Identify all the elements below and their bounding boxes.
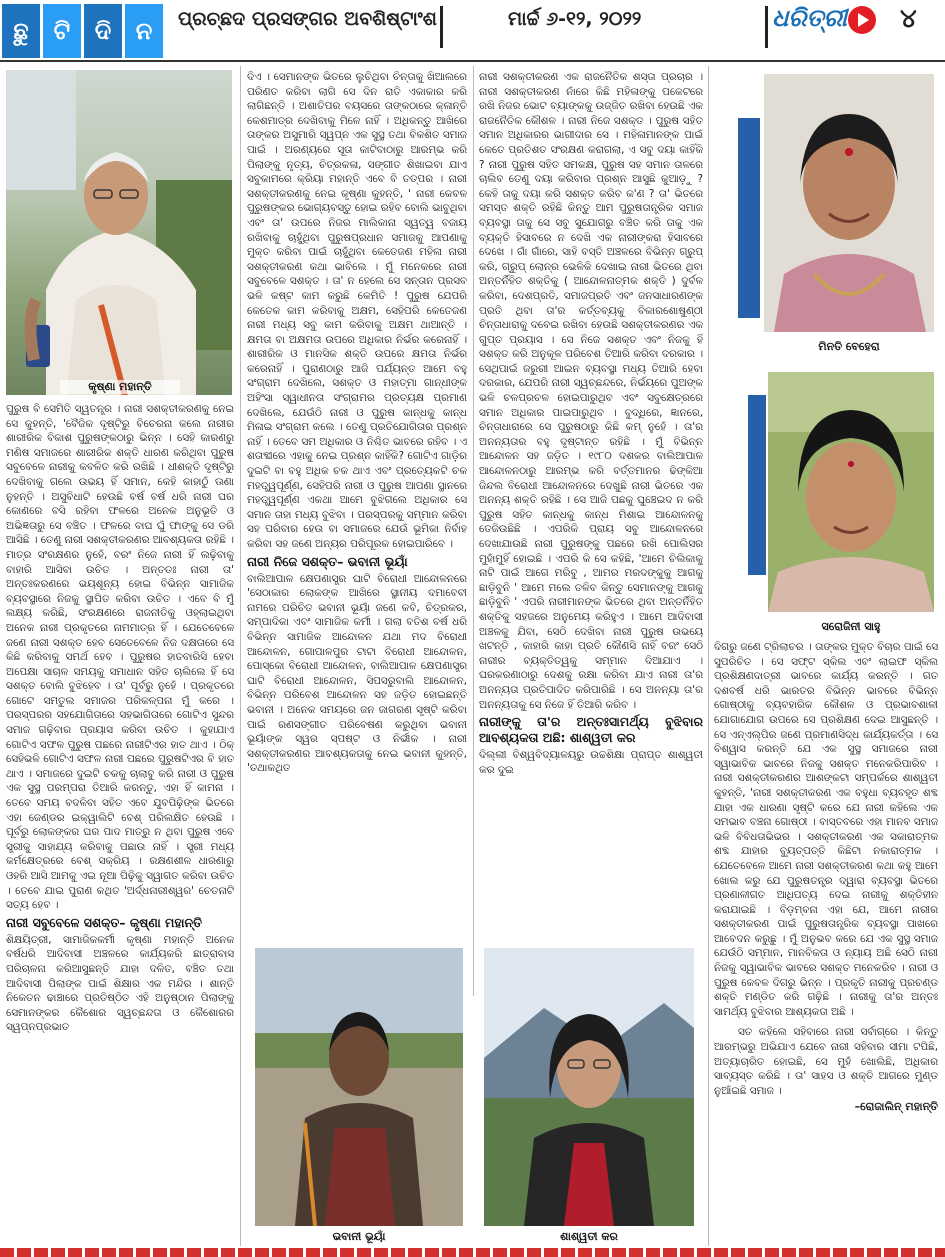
accent-bar (748, 395, 766, 575)
body-text: ଶିକ୍ଷୟିତ୍ରୀ, ସାମାଜିକକର୍ମୀ କୃଷ୍ଣା ମହାନ୍ତି ଅନେକ ବର୍ଷଧରି ଆଦିବାସୀ ଅଞ୍ଚଳରେ କାର୍ଯ୍ୟକରି ଛାତ୍ରାବାସ ପରିଚାଳନା କରିଆସୁଛନ୍ତି ଯାହା ଦଳିତ, ବଞ୍ଚିତ ତଥା ଆଦିବାସୀ ପିଲାଙ୍କ ପାଇଁ ଶିକ୍ଷାର ଏକ ମନ୍ଦିର । ଶାନ୍ତି ନିକେତନ ଢାଞ୍ଚାରେ ପ୍ରତିଷ୍ଠିତ ଏହି ଅନୁଷ୍ଠାନ ପିଲାଙ୍କୁ ସେମାନଙ୍କର କୈଶୋର ସ୍ୱଚ୍ଛନ୍ଦତା ଓ କୈଶୋରର ସ୍ୱପ୍ନପ୍ରଭାତ (6, 933, 234, 1034)
page-number: ୪ (900, 4, 917, 34)
caption-krushna: କୃଷ୍ଣା ମହାନ୍ତି (60, 380, 180, 394)
subheading-krushna: ନାରୀ ସବୁବେଳେ ସଶକ୍ତ– କୃଷ୍ଣା ମହାନ୍ତି (6, 914, 203, 930)
caption-bhabani: ଭବାନୀ ଭୂୟାଁ (332, 1230, 386, 1243)
tile-2: ଟି (43, 4, 81, 58)
play-icon (848, 6, 876, 34)
photo-krushna-mohanty (6, 70, 232, 395)
column-rule (473, 66, 474, 996)
accent-bar (738, 118, 760, 318)
column-3 (479, 70, 703, 935)
column-rule (708, 66, 709, 1246)
portrait-illustration (484, 948, 694, 1226)
photo-minati-behera (764, 74, 934, 332)
body-text: ଦିଗରୁ ଜଣେ ଟ୍ରିଲାଚର । ତାଙ୍କର ମୁକ୍ତ ବିଚାର ପାଇଁ ସେ ସୁପରିଚିତ । ସେ ସଫ୍ଟ ସ୍କିଲ ଏବଂ ଲାଇଫ ସ୍କିଲ ପ୍ରଶିକ୍ଷଣଦାତ୍ରୀ ଭାବରେ କାର୍ଯ୍ୟ କରନ୍ତି । ଗତ ଦଶବର୍ଷ ଧରି ଭାରତର ବିଭିନ୍ନ ଭାବରେ ବିଭିନ୍ନ ଗୋଷ୍ଠୀକୁ ବ୍ୟବହାରିକ କୌଶଳ ଓ ପ୍ରଭାବଶାଳୀ ଯୋଗାଯୋଗ ଉପରେ ସେ ପ୍ରଶିକ୍ଷଣ ଦେଇ ଆସୁଛନ୍ତି । ସେ ଏନ୍‌ଏଲ୍‌ପିର ଜଣେ ପ୍ରମାଣସିଦ୍ଧ କାର୍ଯ୍ୟକର୍ତ୍ତା । ସେ ବିଶ୍ୱାସ କରନ୍ତି ଯେ ଏକ ସୁସ୍ଥ ସମାଜରେ ନାରୀ ସ୍ୱାଭାବିକ ଭାବରେ ନିଜକୁ ସଶକ୍ତ ମନେକରିପାରିବ । ନାରୀ ସଶକ୍ତୀକରଣର ଆଶଙ୍କଟା ସମ୍ପର୍କରେ ଶାଶ୍ୱତୀ କୁହନ୍ତି, 'ନାରୀ ସଶକ୍ତୀକରଣ ଏକ ବହୁଧା ବ୍ୟବହୃତ ଶବ୍ଦ ଯାହା ଏକ ଧାରଣା ସୃଷ୍ଟି କରେ ଯେ ନାରୀ କହିଲେ ଏକ ସମଭାବ ବଞ୍ଚନା ଗୋଷ୍ଠୀ । ବାସ୍ତବରେ ଏହା ମାନବ ସମାଜ ଭଳି ବିବିଧତାଭିଭର । ସଶକ୍ତୀକରଣ ଏକ ସକାରାତ୍ମକ ଶବ୍ଦ ଯାହାର ବ୍ୟୁତ୍ପତ୍ତି କିଛିଟା ନକାରାତ୍ମକ । ଯେତେବେଳେ ଆମେ ନାରୀ ସଶକ୍ତୀକରଣ କଥା କହୁ ଆମେ ଖୋଲ କରୁ ଯେ ପୁରୁଷତନ୍ତ୍ର ଦ୍ୱାରା ବ୍ୟବସ୍ଥା ଭିତରେ ପ୍ରଣାଳୀଗତ ଆଧିପତ୍ୟ ଦେଇ ନାରୀକୁ ଶକ୍ତିହୀନ କରାଯାଇଛି । ବିଡ଼ମ୍ବନା ଏହା ଯେ, ଆମେ ନାରୀର ସଶକ୍ତୀକରଣ ପାଇଁ ପୁରୁଷତାନ୍ତ୍ରିକ ବ୍ୟବସ୍ଥା ପାଖରେ ଆବେଦନ କରୁଛୁ । ମୁଁ ଅନୁଭବ କରେ ଯେ ଏକ ସୁସ୍ଥ ସମାଜ ଯେଉଁଠି ସମ୍ମାନ, ମାନବିକତା ଓ ନ୍ୟାୟ ଅଛି ସେଠି ନାରୀ ନିଜକୁ ସ୍ୱାଭାବିକ ଭାବରେ ସଶକ୍ତ ମନେକରିବ । ନାରୀ ଓ ପୁରୁଷ କେବଳ ଦିଗରୁ ଭିନ୍ନ । ପ୍ରକୃତି ନାରୀକୁ ପ୍ରଚଣ୍ଡ ଶକ୍ତି ମଣ୍ଡିତ କରି ଗଢ଼ିଛି । ନାରୀକୁ ତା'ର ଅନ୍ତଃ ସାମର୍ଥ୍ୟ ବୁଝିବାର ଆଶ୍ୟକତା ଅଛି । (714, 641, 938, 1018)
photo-sarojini-sahu (768, 372, 934, 612)
body-text: ସତ କହିଲେ ସହିବାରେ ନାରୀ ସର୍ବାଗ୍ରେ । କିନ୍ତୁ ଆରମ୍ଭରୁ ଅଭିଯାଏ ଯେବେ ନାରୀ ସହିବାର ସୀମା ଟପିଛି, ଅତ୍ୟାଚାରିତ ହୋଇଛି, ସେ ମୁହଁ ଖୋଲିଛି, ଅଧିକାର ସାବ୍ୟସ୍ତ କରିଛି । ତା' ସାହସ ଓ ଶକ୍ତି ଆଗରେ ମୁଣ୍ଡ ନୁଆଁଇଛି ସମାଜ । (714, 1026, 938, 1097)
photo-saswati-kar (484, 948, 694, 1226)
section-title: ପ୍ରଚ୍ଛଦ ପ୍ରସଙ୍ଗର ଅବଶିଷ୍ଟାଂଶ (178, 8, 437, 30)
masthead-divider (765, 6, 768, 48)
photo-bhabani-bhuyan (255, 948, 463, 1226)
brand-logo: ଧରିତ୍ରୀ (772, 4, 847, 32)
body-text: ଦିଏ । ସେମାନଙ୍କ ଭିତରେ ଲୁଚିଥିବା ଚିନ୍ତାକୁ ଖିଆଲରେ ପରିଣତ କରିବା ଲାଗି ସେ ଦିନ ରାତି ଏକାକାର କରି ଲାଗିଛନ୍ତି । ଅଶାତିପର ବୟସରେ ତାଙ୍କଠାରେ କ୍ଳାନ୍ତି କେଶମାତ୍ର ଦେଖିବାକୁ ମିଳେ ନାହିଁ । ଅଧିକନ୍ତୁ ଆଖିରେ ତାଙ୍କର ଅସୁମାରି ସ୍ୱପ୍ନ ଏକ ସୁସ୍ଥ ତଥା ବିକଶିତ ସମାଜ ପାଇଁ । ଅରଣ୍ୟରେ ସୂତା କାଟିବାଠାରୁ ଆରମ୍ଭ କରି ପିଲାଙ୍କୁ ନୃତ୍ୟ, ଚିତ୍ରକଳା, ସଙ୍ଗୀତ ଶିଖାଇବା ଯାଏ ସବୁକାମରେ କ୍ରିୟା ମହାନ୍ତି ଏବେ ବି ତତ୍ପର । ନାରୀ ସଶକ୍ତୀକରଣକୁ ନେଇ କୃଷ୍ଣା କୁହନ୍ତି, ' ନାରୀ କେବଳ ପୁରୁଷଙ୍କର ଭୋଗ୍ୟବସ୍ତୁ ହୋଇ ରହିବ ବୋଲି ଭାବୁଥିବା ଏବଂ ତା' ଉପରେ ନିଜର ମାଲିକାନା ସ୍ୱତ୍ୱ ବଜାୟ ରଖିବାକୁ ଚାହୁଁଥିବା ପୁରୁଷପ୍ରଧାନ ସମାଜକୁ ଆପଣାକୁ ମୁକ୍ତ କରିବା ପାଇଁ ଚାହୁଁଥିବା କେତେଜଣ ମହିଳା ନାରୀ ସଶକ୍ତୀକରଣ କଥା ଭାବିଲେ । ମୁଁ ମନେକରେ ନାରୀ ସବୁବେଳେ ସଶକ୍ତ । ତା' ନ ହେଲେ ସେ ସନ୍ତାନ ପ୍ରସବ ଭଳି କଷ୍ଟ କାମ କରୁଛି କେମିତି ! ପୁରୁଷ ଯେପରି କେତେକ କାମ କରିବାକୁ ଅକ୍ଷମ, ସେହିପରି କେତେଜଣ ନାରୀ ମଧ୍ୟ ସବୁ କାମ କରିବାକୁ ଅକ୍ଷମ ଥାଆନ୍ତି । କ୍ଷମତା ବା ଅକ୍ଷମତା ଉପରେ ଅଧିକାର ନିର୍ଭର କରେନାହିଁ । ଶାରୀରିକ ଓ ମାନସିକ ଶକ୍ତି ଉପରେ କ୍ଷମତା ନିର୍ଭର କରେନାହିଁ । ପୁରାଣଠାରୁ ଆଜି ପର୍ଯ୍ୟନ୍ତ ଆମେ ବହୁ ସଂଗ୍ରାମ ଦେଖିଲେ, ସଶକ୍ତ ଓ ମହାତ୍ମା ଗାନ୍ଧୀଙ୍କ ଅହିଂସା ସ୍ୱାଧୀନତା ସଂଗ୍ରାମର ପ୍ରତ୍ୟକ୍ଷ ପ୍ରମାଣ ଦେଖିଲେ, ଯେଉଁଠି ନାରୀ ଓ ପୁରୁଷ କାନ୍ଧକୁ କାନ୍ଧ ମିଳାଇ ସଂଗ୍ରାମ କଲେ । ତେଣୁ ପ୍ରତିଯୋଗିତାର ପ୍ରଶ୍ନ ନାହିଁ । ତେବେ ସମ ଅଧିକାର ଓ ନିଶ୍ଚିତ ଭାବରେ ରହିବ । ଏ ଶତାବ୍ଦୀରେ ଏହାକୁ ନେଇ ପ୍ରଶ୍ନ କାହିଁକି? ଗୋଟିଏ ଗାଡ଼ିର ଦୁଇଟି ବା ବହୁ ଅଧିକ ଚକ ଥାଏ ଏବଂ ପ୍ରତ୍ୟେକଟି ଚକ ମହତ୍ତ୍ୱପୂର୍ଣ୍ଣ, ସେହିପରି ନାରୀ ଓ ପୁରୁଷ ଆପଣା ସ୍ଥାନରେ ମହତ୍ତ୍ୱପୂର୍ଣ୍ଣ ଏକଥା ଆମେ ବୁଝିଗଲେ ଅଧିକାର ସେ ସମାନ ତାହା ମଧ୍ୟ ବୁଝିବା । ପରସ୍ପରକୁ ସମ୍ମାନ କରିବା ସହ ପରିବାର ହେଉ ବା ସମାଜରେ ଯେଉଁ ଭୂମିକା ନିର୍ବାହ କରିବା ସହ ଜଣେ ଅନ୍ୟର ପରିପୂରକ ହୋଇପାରିବେ । (247, 71, 467, 550)
portrait-illustration (768, 372, 934, 612)
subheading-saswati: ନାରୀଙ୍କୁ ତା'ର ଅନ୍ତଃସାମର୍ଥ୍ୟ ବୁଝିବାର ଆବଶ୍ୟକତା ଅଛି: ଶାଶ୍ୱତୀ କର (479, 714, 703, 746)
footer-strip (0, 1248, 945, 1257)
tile-1: ଛୁ (2, 4, 40, 58)
byline: –ରୋଜାଲିନ୍ ମହାନ୍ତି (854, 1100, 938, 1114)
issue-date: ମାର୍ଚ୍ଚ ୬-୧୨, ୨୦୨୨ (508, 8, 642, 30)
column-4 (714, 640, 938, 1246)
masthead-divider (440, 6, 443, 48)
column-2 (247, 70, 467, 935)
caption-sarojini: ସରୋଜିନୀ ସାହୁ (821, 620, 881, 633)
column-1 (6, 402, 234, 1248)
body-text: ପୁରୁଷ ବି ସେମିତି ସ୍ୱତନ୍ତ୍ର । ନାରୀ ସଶକ୍ତୀକରଣକୁ ନେଇ ସେ କୁହନ୍ତି, 'ବୈଜିକ ଦୃଷ୍ଟିରୁ ବିଚେରନା କଲେ ନାରୀର ଶାରୀରିକ ବିକାଶ ପୁରୁଷଙ୍କଠାରୁ ଭିନ୍ନ । ସେହି କାରଣରୁ ମଣିଷ ସମାଜରେ ଶାରୀରିକ ଶକ୍ତି ଧାରଣ କରିଥିବା ପୁରୁଷ ସବୁବେଳେ ନାରୀକୁ କବଳିତ କରି ରଖିଛି । ଧୀଶକ୍ତି ଦୃଷ୍ଟିରୁ ଦେଖିବାକୁ ଗଲେ ଉଭୟ ହିଁ ସମାନ, କେହି କାହାଠୁଁ ଊଣା ନୁହନ୍ତି । ଅସୁବିଧାଟି ହେଉଛି ବର୍ଷ ବର୍ଷ ଧରି ନାରୀ ଘର କୋଣରେ ବସି ରହିବା ଫଳରେ ଅନେକ ଅନୁଭୂତି ଓ ଅଭିଜ୍ଞତାରୁ ସେ ବଞ୍ଚିତ । ଫଳରେ ବାଘ ଘୁଁ ଫାଙ୍କୁ ସେ ଡରି ଆସିଛି । ତେଣୁ ନାରୀ ସଶକ୍ତୀକରଣର ଆବଶ୍ୟକତା ରହିଛି । ମାତ୍ର ସଂରକ୍ଷଣର ନୁହେଁ, ବରଂ ନିଜେ ନାରୀ ହିଁ ଲଢ଼ିବାକୁ ବାହାରି ଆସିବା ଉଚିତ । ଅନ୍ତତଃ ନାରୀ ତା' ଅନ୍ତଃକରଣରେ ଭୟଶୂନ୍ୟ ହୋଇ ବିଭିନ୍ନ ସାମାଜିକ ବ୍ୟବସ୍ଥାରେ ନିଜକୁ ସ୍ଥାପିତ କରିବା ଉଚିତ । ଏବେ ବି ମୁଁ ଲକ୍ଷ୍ୟ କରିଛି, ସଂରକ୍ଷଣରେ ରାଜନୀତିକୁ ଓହ୍ଲାଇଥିବା ଅନେକ ନାରୀ ପ୍ରକୃତରେ ନାମମାତ୍ର ହିଁ । ଯେତେବେଳେ ଜଣେ ନାରୀ ସଶକ୍ତ ହେବ ସେତେବେଳେ ନିଜ ଦକ୍ଷତାରେ ସେ କିଛି କରିବାକୁ ସମର୍ଥ ହେବ । ପୁରୁଷର ହାତବାରିସି ହେବା ଅପେକ୍ଷା ସାଚାଳ ସମୟକୁ ସମାଧାନ ସହିତ ଚାଲିଲେ ହିଁ ସେ ସଶକ୍ତ ବୋଲି ବୁଝିହେବ । ତା' ପୂର୍ବରୁ ନୁହେଁ । ପ୍ରକୃତରେ ଗୋଟେ ସମତୁଲ ସମାଜର ପରିକଳ୍ପନା ମୁଁ କରେ । ପରସ୍ପରର ସହଯୋଗିତାରେ ସହଭାଗିତାରେ ଗୋଟିଏ ସୁନ୍ଦର ସମାଜ ଗଢ଼ିବାର ପ୍ରୟାସ କରିବା ଉଚିତ । କୁହାଯାଏ ଗୋଟିଏ ସଫଳ ପୁରୁଷ ପଛରେ ନାରୀଟିଏର ହାତ ଥାଏ । ଠିକ୍ ସେହିଭଳି ଗୋଟିଏ ସଫଳ ନାରୀ ପଛରେ ପୁରୁଷଟିଏର ବି ହାତ ଥାଏ । ସମାଜରେ ଦୁଇଟି ଚକକୁ ଚାଲାବୁ କରି ନାରୀ ଓ ପୁରୁଷ ଏକ ସୁସ୍ଥ ପରମ୍ପରା ତିଆରି କରନ୍ତୁ, ଏହା ହିଁ କାମନା । ତେବେ ସମୟ ବଦଳିବା ସହିତ ଏବେ ଯୁବପିଢ଼ିଙ୍କ ଭିତରେ ଏହା ଜେଣ୍ଡର ଇକ୍ୱାଲିଟି ବେଶ୍ ପରିଲକ୍ଷିତ ହେଉଛି । ପୂର୍ବରୁ ଲୋକଙ୍କର ଘର ପାଦ ମାତ୍ରୁ ନ ଥିବା ପୁରୁଷ ଏବେ ସ୍ତ୍ରୀକୁ ସାହାଯ୍ୟ କରିବାକୁ ପଛାଉ ନାହିଁ । ସ୍ତ୍ରୀ ମଧ୍ୟ କର୍ମକ୍ଷେତ୍ରରେ ବେଶ୍ ସକ୍ରିୟ । ରକ୍ଷଣଶୀଳ ଧାରଣାରୁ ଓହରି ଆସି ଆମକୁ ଏଇ ନୂଆ ପିଢ଼ିକୁ ସ୍ୱାଗତ କରିବା ଉଚିତ । ତେବେ ଯାଇ ପୁରାଣ କଥିତ 'ଅର୍ଦ୍ଧନାରୀଶ୍ୱର' ଚେତନାଟି ସତ୍ୟ ହେବ । (6, 403, 234, 912)
tile-3: ଦି (84, 4, 122, 58)
column-rule (240, 66, 241, 1246)
portrait-illustration (255, 948, 463, 1226)
portrait-illustration (764, 74, 934, 332)
tile-4: ନ (125, 4, 163, 58)
body-text: ଦିଲ୍ଲୀ ବିଶ୍ୱବିଦ୍ୟାଳୟରୁ ଉଚ୍ଚଶିକ୍ଷା ପ୍ରାପ୍ତ ଶାଶ୍ୱତୀ କର ଦୁଇ (479, 749, 703, 776)
caption-saswati: ଶାଶ୍ୱତୀ କର (560, 1230, 618, 1243)
section-tiles (2, 4, 163, 58)
masthead (0, 0, 945, 62)
subheading-bhabani: ନାରୀ ନିଜେ ସଶକ୍ତ– ଭବାନୀ ଭୂୟାଁ (247, 553, 408, 569)
body-text: ବାଲିଆପାଳ କ୍ଷେପଣାସ୍ତ୍ର ଘାଟି ବିରୋଧୀ ଆନ୍ଦୋଳନରେ 'ସେଠାକାର ଲୋକଙ୍କ ଆଖିରେ ସ୍ଥାନୀୟ ଦମାବେବୀ ନାମରେ ପରିଚିତ ଭବାନୀ ଭୂୟାଁ ଜଣେ କବି, ଚିତ୍ରକର, ସମ୍ପାଦିକା ଏବଂ ସାମାଜିକ କର୍ମୀ । ଗଲା ବତିଶ ବର୍ଷ ଧରି ବିଭିନ୍ନ ସାମାଜିକ ଆନ୍ଦୋଳନ ଯଥା ମଦ ବିରୋଧୀ ଆନ୍ଦୋଳନ, ଗୋପାଳପୁର ଟାଟା ବିରୋଧୀ ଆନ୍ଦୋଳନ, ପୋସ୍କୋ ବିରୋଧୀ ଆନ୍ଦୋଳନ, ବାଲିଆପାଳ କ୍ଷେପଣାସ୍ତ୍ର ଘାଟି ବିରୋଧୀ ଆନ୍ଦୋଳନ, ସିପସରୁବାଲି ଆନ୍ଦୋଳନ, ବିଭିନ୍ନ ପରିବେଶ ଆନ୍ଦୋଳନ ସହ ଜଡ଼ିତ ହୋଇଛନ୍ତି ଭବାନୀ । ଅନେକ ସମୟରେ ଜନ ଜାଗରଣ ସୃଷ୍ଟି କରିବା ପାଇଁ ରଣସଙ୍ଗୀତ ପରିବେଷଣ କରୁଥିବା ଭବାନୀ ଭୂୟାଁଙ୍କ ସ୍ୱର ସ୍ପଷ୍ଟ ଓ ନିର୍ଭୀକ । ନାରୀ ସଶକ୍ତୀକରଣର ଆବଶ୍ୟକତାକୁ ନେଇ ଭବାନୀ କୁହନ୍ତି, 'ତଥାକଥିତ (247, 572, 467, 775)
body-text: ନାରୀ ସଶକ୍ତୀକରଣ ଏକ ରାଜନୈତିକ ଶସ୍ତା ପ୍ରଚାର । ନାରୀ ସଶକ୍ତୀକରଣ ନାଁରେ କିଛି ମହିଳାଙ୍କୁ ପକେଟରେ ରଖି ନିଜର ଭୋଟ ବ୍ୟାଙ୍କକୁ ଉଜ୍ଜିତ ରଖିବା ହେଉଛି ଏକ ରାଜନୈତିକ କୌଶଳ । ନାରୀ ନିଜେ ସଶକ୍ତ । ପୁରୁଷ ସହିତ ସମାନ ଅଧିକାରର ଭାଗୀଦାର ସେ । ମହିଳାମାନଙ୍କ ପାଇଁ କେତେ ପ୍ରତିଶତ ସଂରକ୍ଷଣ କରାଗଲା, ଏ ସବୁ ଦୟା କାହିଁକି ? ନାରୀ ପୁରୁଷ ସହିତ ସମକକ୍ଷ, ପୁରୁଷ ସହ ସମାନ ତାଳରେ ଚାଲିବ ତେଣୁ ଦୟା କରିବାର ପ୍ରଶ୍ନ ଆସୁଛି କୁଆଡ଼ୁ ? କେହି ତାକୁ ଦୟା କରି ସଶକ୍ତ କରିବ କ'ଣ ? ତା' ଭିତରେ ସମସ୍ତ ଶକ୍ତି ରହିଛି କିନ୍ତୁ ଆମ ପୁରୁଷତାନ୍ତ୍ରିକ ସମାଜ ବ୍ୟବସ୍ଥା ତାକୁ ସେ ସବୁ ସୁଯୋଗରୁ ବଞ୍ଚିତ କରି ତାକୁ ଏକ ବ୍ୟକ୍ତି ହିସାବରେ ନ ଦେଖି ଏକ ନାରୀଙ୍କରା ହିସାବରେ ଦେଖେ । ଗାଁ ଗାଁରେ, ସାହି ବସ୍ତି ଅଞ୍ଚଳରେ ବିଭିନ୍ନ ଗ୍ରୁପ୍ କରି, ଗ୍ରୁପ୍ ଲୋନ୍ର ଭେଳିକି ଦେଖାଇ ନାରୀ ଭିତରେ ଥିବା ଅନ୍ତର୍ନିହିତ ଶକ୍ତିକୁ ( ଆନ୍ଦୋଳନାତ୍ମକ ଶକ୍ତି ) ଦୁର୍ବଳ କରିବା, ଦେଶପ୍ରତି, ସମାଜପ୍ରତି ଏବଂ ଜନସାଧାରଣଙ୍କ ପ୍ରତି ଥିବା ତା'ର କର୍ତ୍ତବ୍ୟକୁ ବିକାରଶୋଷୁଣ୍ଠୀ ଚିନ୍ତାଧାରାକୁ ଦବେଇ ରଖିବା ହେଉଛି ସଶକ୍ତୀକରଣର ଏକ ଗୁପ୍ତ ପ୍ରୟାସ । ସେ ନିଜେ ସଶକ୍ତ ଏବଂ ନିଜକୁ ହିଁ ସଶକ୍ତ କରି ଅନୁକୂଳ ପରିବେଶ ତିଆରି କରିବା ଦରକାର । ସେଥିପାଇଁ ଜରୁରୀ ଆଇନ ବ୍ୟବସ୍ଥା ମଧ୍ୟ ତିଆରି ହେବା ଦରକାର, ଯେପରି ନାରୀ ସ୍ୱଚ୍ଛନ୍ଦରେ, ନିର୍ଭୟରେ ପୁଅଙ୍କ ଭଳି ଚଳପ୍ରଚଳ ହୋଇପାରୁଥିବ ଏବଂ ସବୁକ୍ଷେତ୍ରରେ ସମାନ ଅଧିକାର ପାଇପାରୁଥିବ । ବୁଦ୍ଧିରେ, ଜ୍ଞାନରେ, ଚିନ୍ତାଧାରାରେ ସେ ପୁରୁଷଠାରୁ କିଛି କମ୍ ନୁହେଁ । ତା'ର ଅନନ୍ୟତାର ବହୁ ଦୃଷ୍ଟାନ୍ତ ରହିଛି । ମୁଁ ବିଭିନ୍ନ ଆନ୍ଦୋଳନ ସହ ଜଡ଼ିତ । ୧୯୮୦ ଦଶକର ବାଲିଆପାଳ ଆନ୍ଦୋଳନଠାରୁ ଆରମ୍ଭ କରି ବର୍ତ୍ତମାନର ଢିଙ୍କିଆ ଜିନ୍ଦଲ ବିରୋଧୀ ଆନ୍ଦୋଳନରେ ଦେଖୁଛି ନାରୀ ଭିତରେ ଏକ ଅନନ୍ୟ ଶକ୍ତି ରହିଛି । ସେ ଆଜି ପଛକୁ ଘୁଞ୍ଚେଇଦ ନ କରି ପୁରୁଷ ସହିତ କାନ୍ଧକୁ କାନ୍ଧ ମିଶାଇ ଆନ୍ଦୋଳନକୁ ତେଜିଉଛିଛି । ଏପରିକି ପ୍ରାୟ ସବୁ ଆନ୍ଦୋଳନରେ ଦେଖାଯାଉଛି ନାରୀ ପୁରୁଷଙ୍କୁ ପଛରେ ରଖି ପୋଲିସର ମୁହାଁମୁହିଁ ହୋଇଛି । ଏପରି କି ସେ କହିଛି, 'ଆମେ ଚିଲିକାକୁ ନାଟି ପାଇଁ ଆଗେ ମରିବୁ , ଆମର ମରଦଙ୍କୁକୁ ଆଗକୁ ଛାଡ଼ିବୁନି ' ଆମେ ମଲେ ତଳିବ କିନ୍ତୁ ସେମାନଙ୍କୁ ଆଗକୁ ଛାଡ଼ିବୁନି ' ଏପରି ନାରୀମାନଙ୍କ ଭିତରେ ଥିବା ଅନ୍ତର୍ନିହିତ ଶକ୍ତିକୁ ସହଜରେ ଅନୁମେୟ କରିହୁଏ । ଆମେ ଆଦିବାସୀ ଅଞ୍ଚଳକୁ ଯିବା, ସେଠି ଦେଖିବା ନାରୀ ପୁରୁଷ ଉଭୟେ ଖଟନ୍ତି , କାହାରି କାହା ପ୍ରତି କୌଣସି ନାହିଁ ବରଂ ସେଠି ନାରୀର ବ୍ୟକ୍ତିତ୍ୱକୁ ସମ୍ମାନ ଦିଆଯାଏ । ଘରକରଣାଠାରୁ ଦେଶକୁ ରକ୍ଷା କରିବା ଯାଏ ନାରୀ ତା'ର ଅନନ୍ୟତା ପ୍ରତିପାଦିତ କରିପାରିଛି । ସେ ଅନନ୍ୟା ତା'ର ଅନନ୍ୟତାକୁ ସେ ନିଜେ ହିଁ ତିଆରି କରିବ । (479, 71, 703, 711)
portrait-illustration (6, 70, 232, 395)
caption-minati: ମିନତି ବେହେରା (818, 340, 880, 353)
